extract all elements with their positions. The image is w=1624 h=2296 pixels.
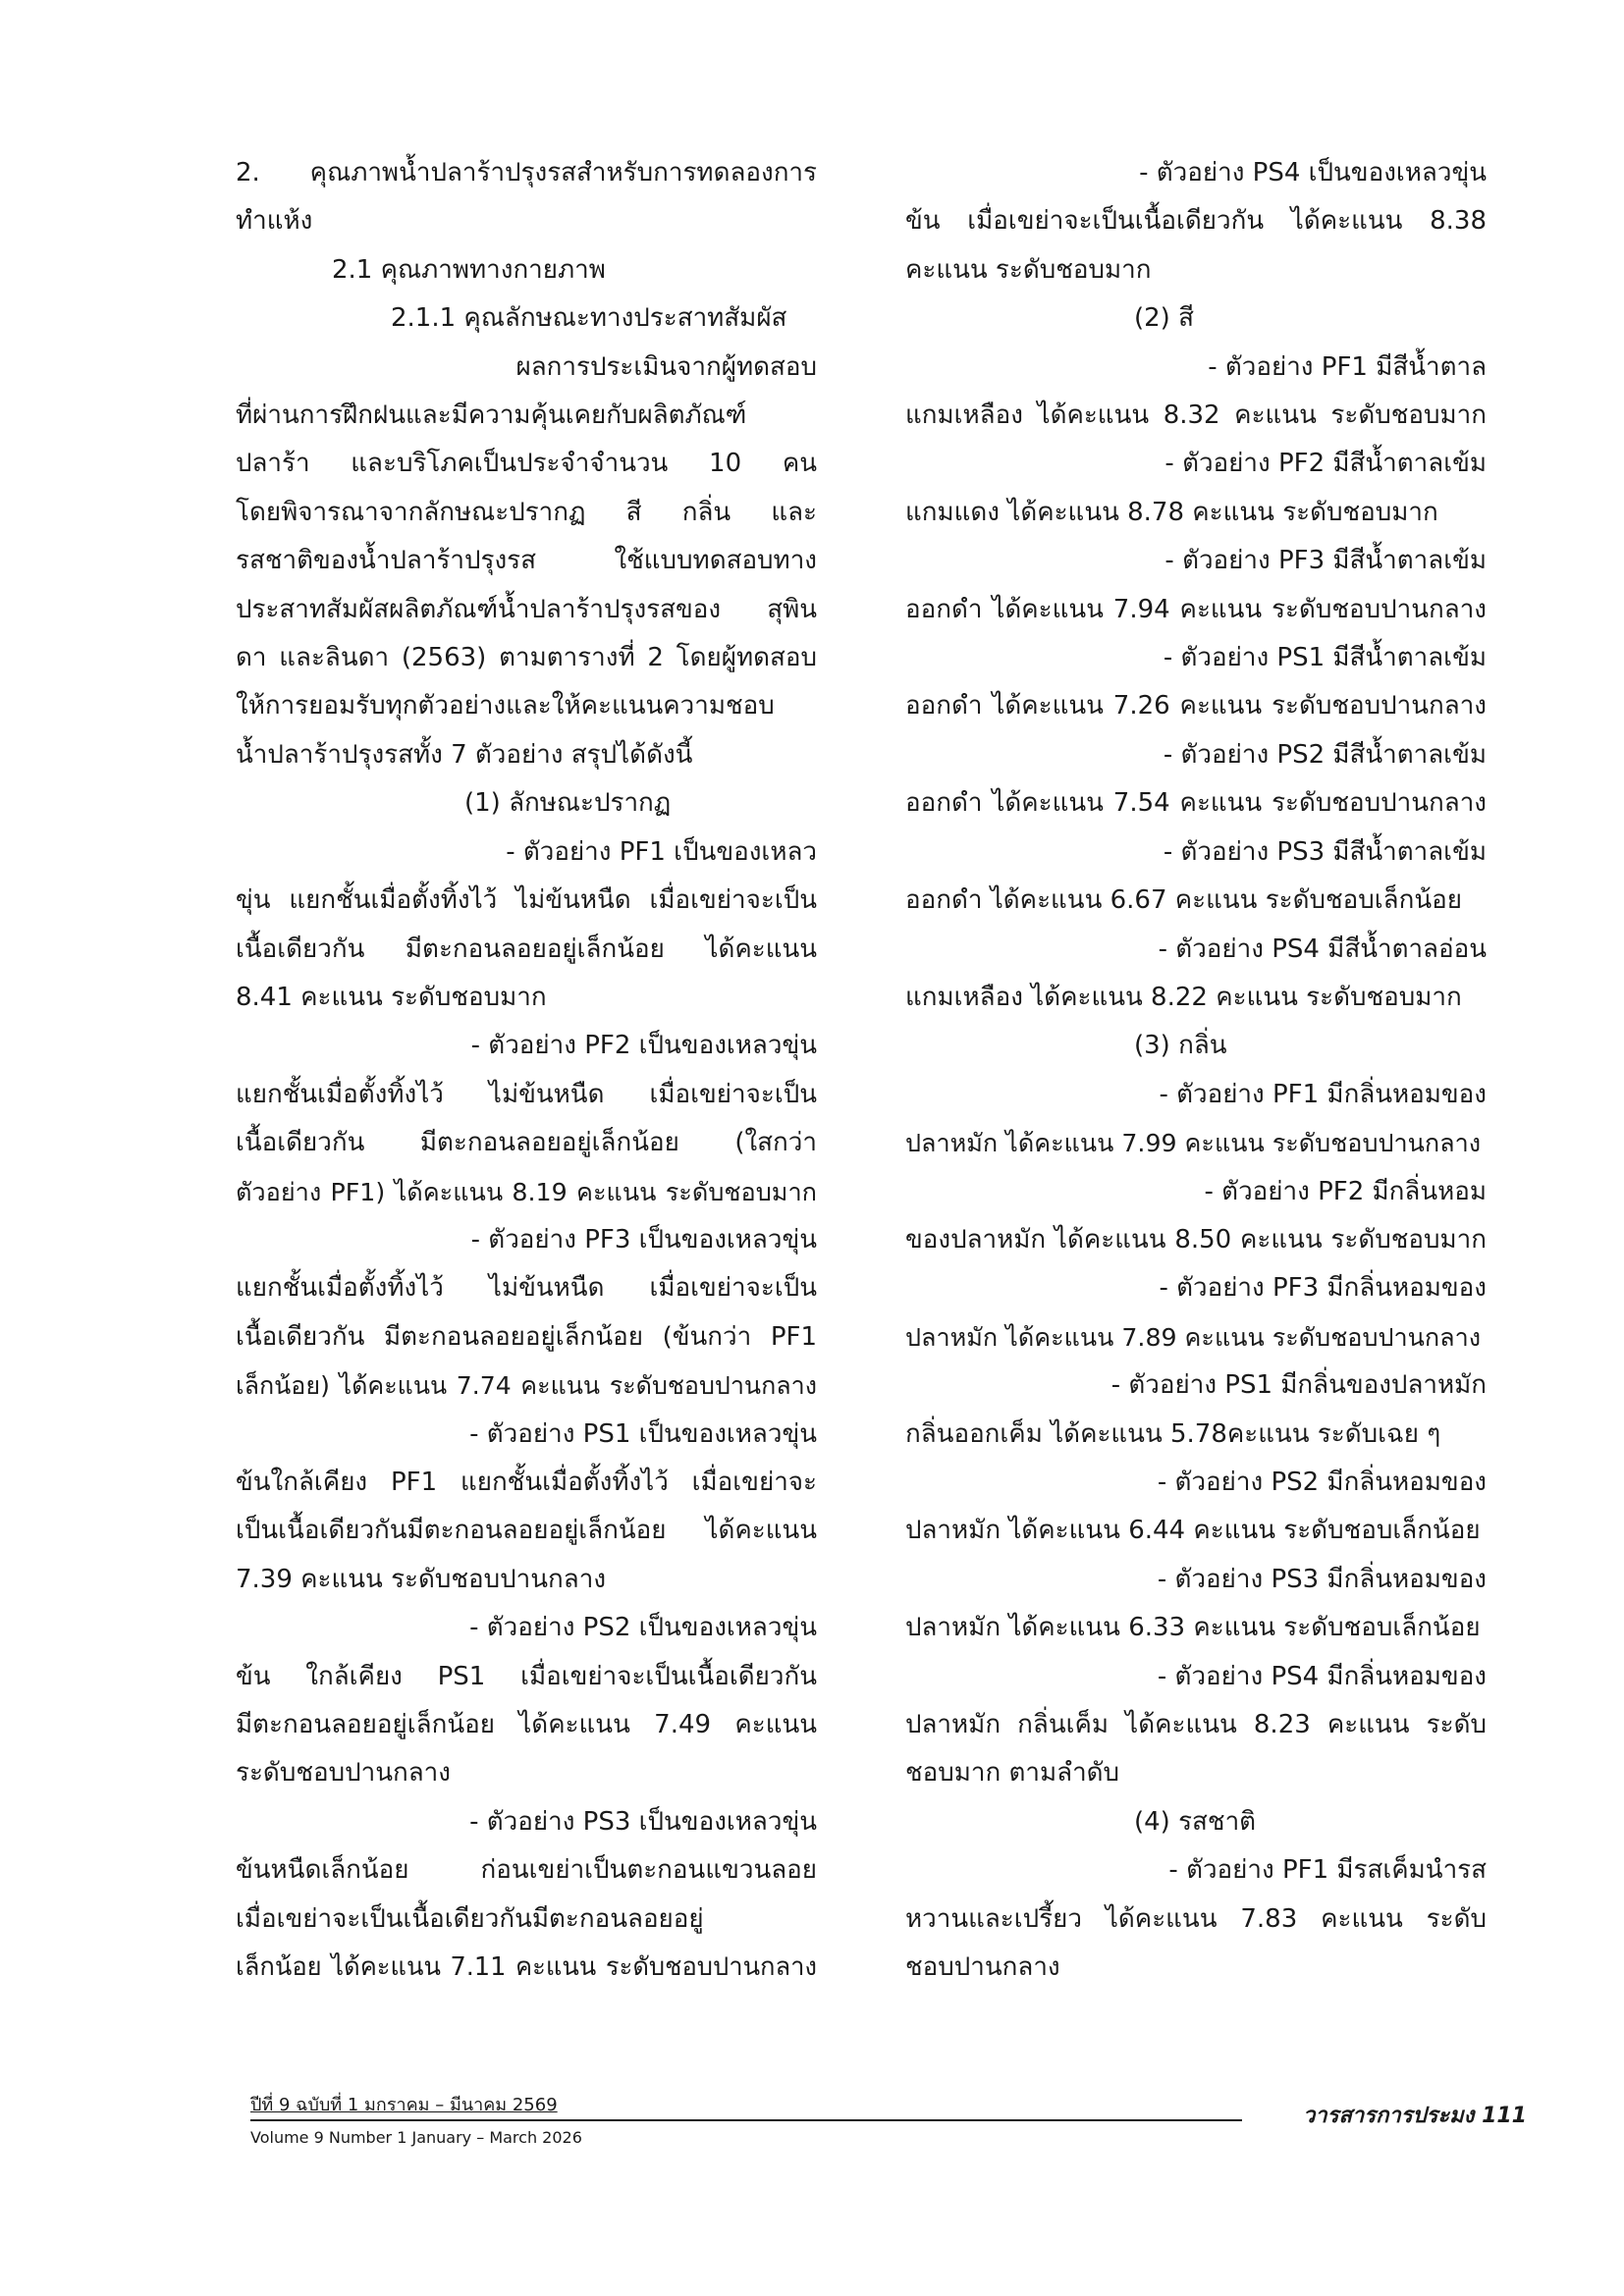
right-column-line: ออกดำ ได้คะแนน 6.67 คะแนน ระดับชอบเล็กน้อย: [905, 885, 1462, 916]
left-column-line: - ตัวอย่าง PS3 เป็นของเหลวขุ่น: [469, 1806, 817, 1837]
right-column-line: (2) สี: [1134, 303, 1194, 334]
left-column-line: 2.1 คุณภาพทางกายภาพ: [332, 254, 606, 285]
right-column-line: - ตัวอย่าง PS1 มีสีน้ำตาลเข้ม: [1163, 643, 1487, 673]
right-column-line: ออกดำ ได้คะแนน 7.94 คะแนน ระดับชอบปานกลาง: [905, 594, 1487, 624]
footer-journal-page: วารสารการประมง 111: [1302, 2104, 1527, 2128]
right-column-line: - ตัวอย่าง PF1 มีกลิ่นหอมของ: [1159, 1079, 1487, 1109]
left-column-line: เล็กน้อย) ได้คะแนน 7.74 คะแนน ระดับชอบปานกลาง: [236, 1371, 817, 1401]
right-column-line: - ตัวอย่าง PS2 มีสีน้ำตาลเข้ม: [1163, 739, 1487, 770]
right-column-line: ออกดำ ได้คะแนน 7.54 คะแนน ระดับชอบปานกลาง: [905, 788, 1487, 819]
left-column-line: ขุ่น แยกชั้นเมื่อตั้งทิ้งไว้ ไม่ข้นหนืด เมื่อเขย่าจะเป็น: [236, 885, 817, 916]
right-column-line: - ตัวอย่าง PF1 มีรสเค็มนำรส: [1168, 1855, 1487, 1886]
right-column-line: กลิ่นออกเค็ม ได้คะแนน 5.78คะแนน ระดับเฉย ๆ: [905, 1418, 1441, 1449]
left-column-line: ข้นหนืดเล็กน้อย ก่อนเขย่าเป็นตะกอนแขวนลอย: [236, 1855, 817, 1886]
right-column-line: ของปลาหมัก ได้คะแนน 8.50 คะแนน ระดับชอบมาก: [905, 1224, 1487, 1255]
left-column-line: เนื้อเดียวกัน มีตะกอนลอยอยู่เล็กน้อย (ใสกว่า: [236, 1128, 817, 1158]
left-column-line: โดยพิจารณาจากลักษณะปรากฏ สี กลิ่น และ: [236, 497, 817, 527]
right-column-line: - ตัวอย่าง PF1 มีสีน้ำตาล: [1208, 351, 1487, 382]
left-column-line: ข้นใกล้เคียง PF1 แยกชั้นเมื่อตั้งทิ้งไว้ เมื่อเขย่าจะ: [236, 1467, 817, 1497]
right-column-line: (3) กลิ่น: [1134, 1031, 1227, 1061]
left-column-line: 8.41 คะแนน ระดับชอบมาก: [236, 982, 547, 1012]
left-column-line: 2.1.1 คุณลักษณะทางประสาทสัมผัส: [391, 303, 787, 334]
left-column-line: เล็กน้อย ได้คะแนน 7.11 คะแนน ระดับชอบปานกลาง: [236, 1952, 817, 1983]
right-column: [905, 149, 1487, 1992]
right-column-line: ชอบมาก ตามลำดับ: [905, 1758, 1120, 1789]
left-column-line: ดา และลินดา (2563) ตามตารางที่ 2 โดยผู้ทดสอบ: [236, 643, 817, 673]
right-column-line: - ตัวอย่าง PS2 มีกลิ่นหอมของ: [1157, 1467, 1487, 1497]
left-column-line: ประสาทสัมผัสผลิตภัณฑ์น้ำปลาร้าปรุงรสของ สุพิน: [236, 594, 817, 624]
right-column-line: ปลาหมัก ได้คะแนน 7.99 คะแนน ระดับชอบปานกลาง: [905, 1129, 1482, 1158]
right-column-line: - ตัวอย่าง PF2 มีสีน้ำตาลเข้ม: [1164, 449, 1487, 479]
left-column-line: ระดับชอบปานกลาง: [236, 1758, 451, 1789]
left-column-line: - ตัวอย่าง PF3 เป็นของเหลวขุ่น: [470, 1224, 817, 1255]
left-column: [236, 149, 817, 1992]
left-column-line: ปลาร้า และบริโภคเป็นประจำจำนวน 10 คน: [236, 449, 817, 479]
left-column-line: มีตะกอนลอยอยู่เล็กน้อย ได้คะแนน 7.49 คะแนน: [236, 1710, 817, 1739]
right-column-line: ปลาหมัก ได้คะแนน 6.44 คะแนน ระดับชอบเล็กน้อย: [905, 1516, 1481, 1546]
left-column-line: - ตัวอย่าง PF1 เป็นของเหลว: [506, 836, 817, 867]
right-column-line: ปลาหมัก กลิ่นเค็ม ได้คะแนน 8.23 คะแนน ระดับ: [905, 1710, 1487, 1739]
left-column-line: ตัวอย่าง PF1) ได้คะแนน 8.19 คะแนน ระดับชอบมาก: [236, 1177, 817, 1206]
right-column-line: แกมเหลือง ได้คะแนน 8.32 คะแนน ระดับชอบมาก: [905, 400, 1487, 431]
right-column-line: - ตัวอย่าง PS4 มีสีน้ำตาลอ่อน: [1158, 934, 1487, 964]
right-column-line: ข้น เมื่อเขย่าจะเป็นเนื้อเดียวกัน ได้คะแนน 8.38: [905, 206, 1487, 237]
left-column-line: เมื่อเขย่าจะเป็นเนื้อเดียวกันมีตะกอนลอยอยู่: [236, 1903, 704, 1934]
right-column-line: - ตัวอย่าง PS4 เป็นของเหลวขุ่น: [1139, 158, 1487, 187]
left-column-line: เป็นเนื้อเดียวกันมีตะกอนลอยอยู่เล็กน้อย ได้คะแนน: [236, 1516, 817, 1546]
right-column-line: - ตัวอย่าง PS1 มีกลิ่นของปลาหมัก: [1110, 1370, 1487, 1401]
left-column-line: (1) ลักษณะปรากฏ: [464, 788, 672, 819]
right-column-line: ปลาหมัก ได้คะแนน 6.33 คะแนน ระดับชอบเล็กน้อย: [905, 1613, 1481, 1643]
right-column-line: ปลาหมัก ได้คะแนน 7.89 คะแนน ระดับชอบปานกลาง: [905, 1322, 1482, 1352]
right-column-line: - ตัวอย่าง PF3 มีกลิ่นหอมของ: [1159, 1273, 1487, 1304]
right-column-line: (4) รสชาติ: [1134, 1806, 1257, 1837]
left-column-line: เนื้อเดียวกัน มีตะกอนลอยอยู่เล็กน้อย (ข้นกว่า PF1: [236, 1321, 817, 1352]
right-column-line: แกมแดง ได้คะแนน 8.78 คะแนน ระดับชอบมาก: [905, 497, 1438, 527]
left-column-line: น้ำปลาร้าปรุงรสทั้ง 7 ตัวอย่าง สรุปได้ดังนี้: [236, 739, 693, 770]
right-column-line: - ตัวอย่าง PF2 มีกลิ่นหอม: [1204, 1176, 1487, 1206]
left-column-line: ให้การยอมรับทุกตัวอย่างและให้คะแนนความชอบ: [236, 691, 775, 721]
right-column-line: - ตัวอย่าง PS3 มีสีน้ำตาลเข้ม: [1163, 836, 1487, 867]
right-column-line: - ตัวอย่าง PF3 มีสีน้ำตาลเข้ม: [1164, 546, 1487, 576]
left-column-line: - ตัวอย่าง PS2 เป็นของเหลวขุ่น: [469, 1613, 817, 1643]
left-column-line: แยกชั้นเมื่อตั้งทิ้งไว้ ไม่ข้นหนืด เมื่อเขย่าจะเป็น: [236, 1273, 817, 1304]
left-column-line: - ตัวอย่าง PF2 เป็นของเหลวขุ่น: [470, 1031, 817, 1061]
footer-issue-english: Volume 9 Number 1 January – March 2026: [250, 2128, 582, 2147]
left-column-line: เนื้อเดียวกัน มีตะกอนลอยอยู่เล็กน้อย ได้คะแนน: [236, 934, 817, 964]
left-column-line: ผลการประเมินจากผู้ทดสอบ: [515, 351, 817, 382]
right-column-line: ออกดำ ได้คะแนน 7.26 คะแนน ระดับชอบปานกลาง: [905, 691, 1487, 721]
left-column-line: ที่ผ่านการฝึกฝนและมีความคุ้นเคยกับผลิตภัณฑ์: [236, 400, 747, 431]
footer-rule: [250, 2119, 1242, 2121]
left-column-line: ข้น ใกล้เคียง PS1 เมื่อเขย่าจะเป็นเนื้อเดียวกัน: [236, 1661, 817, 1691]
left-column-line: ทำแห้ง: [236, 206, 313, 237]
right-column-line: - ตัวอย่าง PS3 มีกลิ่นหอมของ: [1157, 1564, 1487, 1594]
left-column-line: รสชาติของน้ำปลาร้าปรุงรส ใช้แบบทดสอบทาง: [236, 546, 817, 576]
page-footer: [250, 2094, 1527, 2153]
footer-issue-thai: ปีที่ 9 ฉบับที่ 1 มกราคม – มีนาคม 2569: [250, 2095, 558, 2115]
left-column-line: - ตัวอย่าง PS1 เป็นของเหลวขุ่น: [469, 1418, 817, 1449]
left-column-line: 2. คุณภาพน้ำปลาร้าปรุงรสสำหรับการทดลองการ: [236, 158, 817, 187]
left-column-line: แยกชั้นเมื่อตั้งทิ้งไว้ ไม่ข้นหนืด เมื่อเขย่าจะเป็น: [236, 1079, 817, 1109]
right-column-line: แกมเหลือง ได้คะแนน 8.22 คะแนน ระดับชอบมาก: [905, 982, 1462, 1012]
right-column-line: หวานและเปรี้ยว ได้คะแนน 7.83 คะแนน ระดับ: [905, 1903, 1487, 1934]
right-column-line: - ตัวอย่าง PS4 มีกลิ่นหอมของ: [1157, 1661, 1487, 1691]
left-column-line: 7.39 คะแนน ระดับชอบปานกลาง: [236, 1564, 607, 1594]
right-column-line: ชอบปานกลาง: [905, 1952, 1060, 1983]
right-column-line: คะแนน ระดับชอบมาก: [905, 254, 1152, 285]
